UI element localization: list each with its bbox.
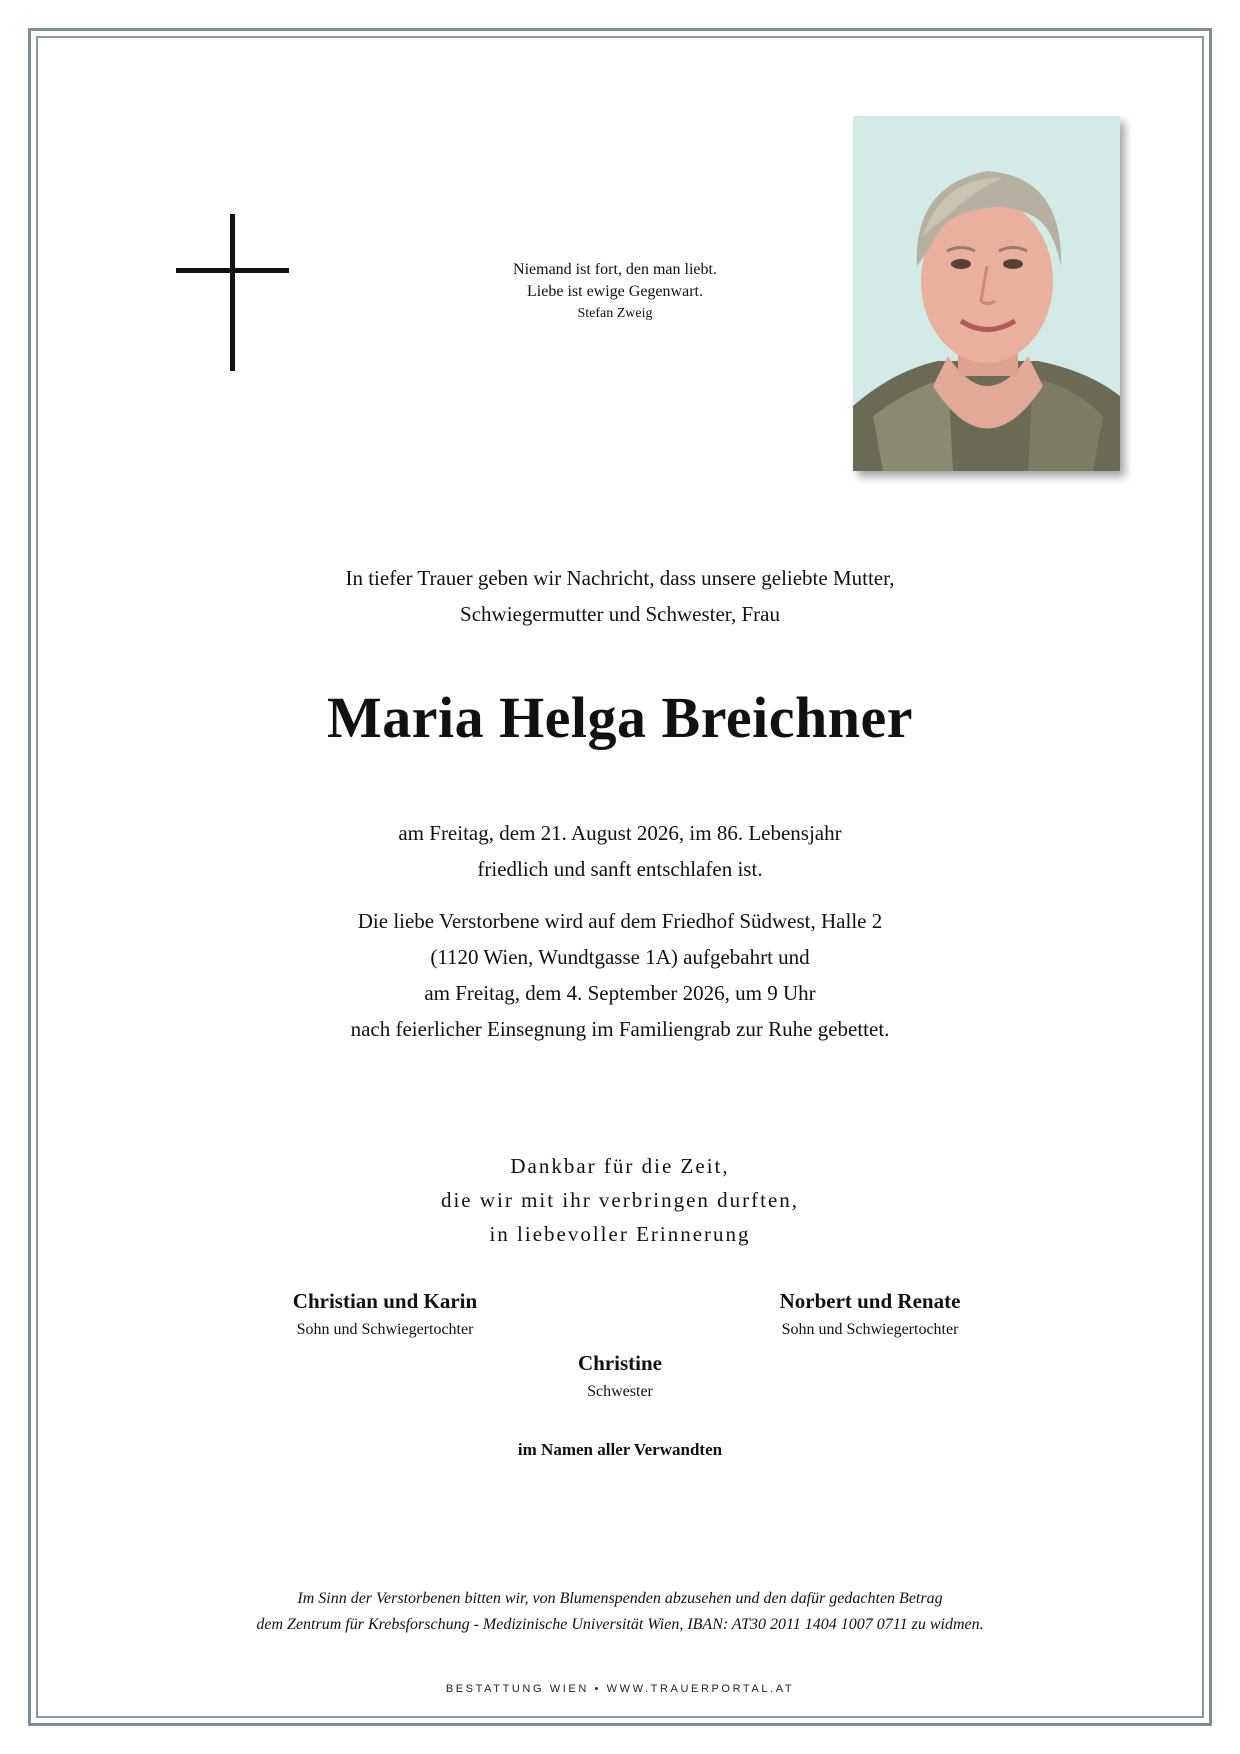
family-relation: Sohn und Schwiegertochter	[781, 1321, 959, 1338]
quote-line: Liebe ist ewige Gegenwart.	[527, 283, 703, 300]
thanks-line: die wir mit ihr verbringen durften,	[440, 1188, 800, 1212]
burial-line: nach feierlicher Einsegnung im Familiengrab zur Ruhe gebettet.	[350, 1017, 890, 1041]
burial-line: am Freitag, dem 4. September 2026, um 9 Uhr	[424, 981, 816, 1005]
family-member	[240, 1286, 530, 1344]
cross-icon	[176, 214, 289, 371]
death-line: friedlich und sanft entschlafen ist.	[477, 857, 763, 881]
death-line: am Freitag, dem 21. August 2026, im 86. Lebensjahr	[398, 821, 842, 845]
family-name: Norbert und Renate	[779, 1289, 961, 1313]
thanks-line: in liebevoller Erinnerung	[489, 1222, 751, 1246]
intro-line: In tiefer Trauer geben wir Nachricht, dass unsere geliebte Mutter,	[345, 566, 895, 590]
burial-text	[120, 903, 1120, 1047]
quote-block	[380, 259, 850, 325]
thanks-line: Dankbar für die Zeit,	[510, 1154, 730, 1178]
quote-line: Niemand ist fort, den man liebt.	[513, 261, 717, 278]
family-relation: Sohn und Schwiegertochter	[296, 1321, 474, 1338]
family-relation: Schwester	[587, 1383, 653, 1400]
death-text	[120, 815, 1120, 887]
relatives-line: im Namen aller Verwandten	[517, 1440, 723, 1459]
deceased-name: Maria Helga Breichner	[326, 685, 914, 750]
family-member	[480, 1348, 760, 1406]
burial-line: Die liebe Verstorbene wird auf dem Friedhof Südwest, Halle 2	[357, 909, 883, 933]
family-name: Christine	[578, 1351, 662, 1375]
donation-line: Im Sinn der Verstorbenen bitten wir, von Blumenspenden abzusehen und den dafür gedachten Betrag	[297, 1590, 943, 1607]
intro-line: Schwiegermutter und Schwester, Frau	[460, 602, 780, 626]
portrait-photo	[853, 116, 1120, 471]
intro-text	[120, 560, 1120, 632]
family-member	[725, 1286, 1015, 1344]
quote-author: Stefan Zweig	[577, 306, 653, 321]
burial-line: (1120 Wien, Wundtgasse 1A) aufgebahrt und	[430, 945, 810, 969]
donation-line: dem Zentrum für Krebsforschung - Medizinische Universität Wien, IBAN: AT30 2011 1404 1007 0711 zu widmen.	[256, 1616, 984, 1633]
donation-note	[120, 1586, 1120, 1638]
thanks-text	[120, 1149, 1120, 1251]
family-name: Christian und Karin	[292, 1289, 478, 1313]
footer-imprint: BESTATTUNG WIEN • WWW.TRAUERPORTAL.AT	[445, 1683, 795, 1695]
